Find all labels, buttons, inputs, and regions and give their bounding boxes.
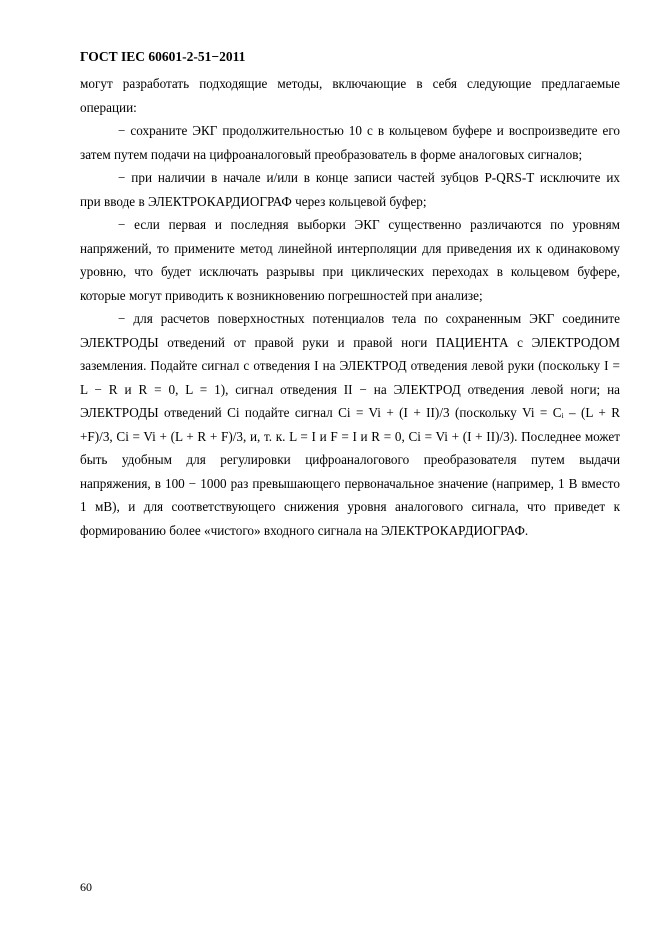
text-line: напряжений, то примените метод линейной интерполяции для приведения их к одинаковому (80, 240, 620, 256)
text-line: − если первая и последняя выборки ЭКГ существенно различаются по уровням (118, 217, 620, 232)
text-line: формированию более «чистого» входного сигнала на ЭЛЕКТРОКАРДИОГРАФ. (80, 522, 529, 538)
text-line: операции: (80, 99, 137, 115)
text-line: быть удобным для регулировки цифроаналогового преобразователя путем выдачи (80, 452, 620, 467)
text-line: напряжения, в 100 − 1000 раз превышающего первоначальное значение (например, 1 В вместо (80, 475, 620, 491)
text-line: ЭЛЕКТРОДЫ отведений Ci подайте сигнал Ci = Vi + (I + II)/3 (поскольку Vi = Cᵢ – (L + R (80, 405, 620, 420)
text-line: которые могут приводить к возникновению погрешностей при анализе; (80, 287, 483, 303)
text-line: L − R и R = 0, L = 1), сигнал отведения II − на ЭЛЕКТРОД отведения левой ноги; на (80, 381, 620, 397)
text-line: заземления. Подайте сигнал с отведения I на ЭЛЕКТРОД отведения левой руки (поскольку I = (80, 358, 620, 373)
text-line: могут разработать подходящие методы, включающие в себя следующие предлагаемые (80, 76, 620, 91)
text-line: уровню, что будет исключать разрывы при циклических переходах в кольцевом буфере, (80, 264, 620, 279)
text-line: затем путем подачи на цифроаналоговый преобразователь в форме аналоговых сигналов; (80, 146, 583, 162)
text-line: 1 мВ), и для соответствующего снижения уровня аналогового сигнала, что приведет к (80, 499, 620, 514)
text-line: − для расчетов поверхностных потенциалов тела по сохраненным ЭКГ соедините (118, 311, 620, 326)
page-number: 60 (80, 880, 92, 894)
text-line: − сохраните ЭКГ продолжительностью 10 с в кольцевом буфере и воспроизведите его (118, 123, 620, 138)
text-line: ЭЛЕКТРОДЫ отведений от правой руки и правой ноги ПАЦИЕНТА с ЭЛЕКТРОДОМ (80, 334, 620, 350)
text-line: при вводе в ЭЛЕКТРОКАРДИОГРАФ через кольцевой буфер; (80, 193, 427, 209)
text-line: − при наличии в начале и/или в конце записи частей зубцов P-QRS-T исключите их (118, 170, 620, 185)
document-body (80, 72, 620, 542)
document-header: ГОСТ IEC 60601-2-51−2011 (80, 49, 246, 64)
text-line: +F)/3, Ci = Vi + (L + R + F)/3, и, т. к. L = I и F = I и R = 0, Ci = Vi + (I + II)/3). Последнее может (80, 428, 620, 444)
